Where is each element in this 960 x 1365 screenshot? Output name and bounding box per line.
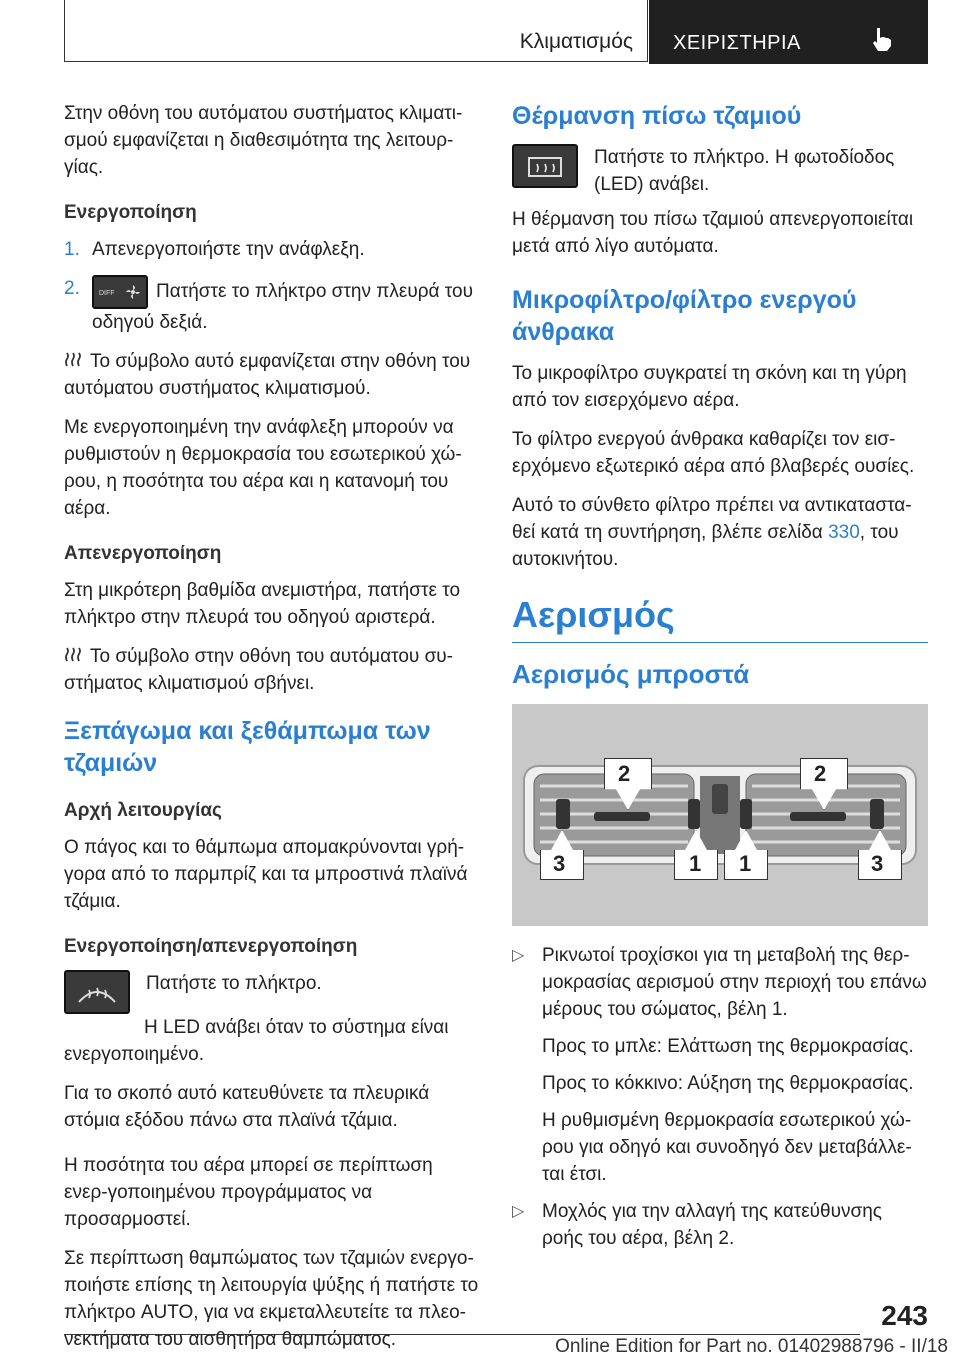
adjust-text: Με ενεργοποιημένη την ανάφλεξη μπορούν να ρυθμιστούν η θερμοκρασία του εσωτερικού χώ-ρου, η ποσότητα του αέρα και η κατανομή του αέρα. bbox=[64, 417, 462, 519]
step-number: 1. bbox=[64, 239, 80, 260]
callout-label: 2 bbox=[814, 761, 827, 786]
section-title: Κλιματισμός bbox=[519, 30, 633, 53]
windshield-button-text bbox=[146, 970, 322, 1009]
filter-text-1: Το μικροφίλτρο συγκρατεί τη σκόνη και τη γύρη από τον εισερχόμενο αέρα. bbox=[512, 363, 907, 411]
page-link[interactable]: 330 bbox=[828, 522, 860, 543]
filter-text-2: Το φίλτρο ενεργού άνθρακα καθαρίζει τον εισ-ερχόμενο εξωτερικό αέρα από βλαβερές ουσίες. bbox=[512, 429, 915, 477]
callout-label: 2 bbox=[618, 761, 631, 786]
front-ventilation-heading: Αερισμός μπροστά bbox=[512, 659, 750, 689]
bullet-text: Μοχλός για την αλλαγή της κατεύθυνσης ροής του αέρα, βέλη 2. bbox=[542, 1201, 882, 1249]
heat-waves-icon bbox=[64, 646, 82, 664]
vent-drawing bbox=[512, 704, 928, 926]
symbol-off-text: Το σύμβολο στην οθόνη του αυτόματου συ-στήματος κλιματισμού σβήνει. bbox=[64, 646, 454, 694]
step-text: Απενεργοποιήστε την ανάφλεξη. bbox=[92, 239, 365, 260]
note-text: Η ρυθμισμένη θερμοκρασία εσωτερικού χώ-ρου για οδηγό και συνοδηγό δεν μεταβάλλε-ται έτσι. bbox=[542, 1110, 912, 1185]
step-2-text: Πατήστε το πλήκτρο στην πλευρά του οδηγού δεξιά. bbox=[92, 281, 473, 333]
heat-waves-icon bbox=[64, 351, 82, 369]
deactivation-heading: Απενεργοποίηση bbox=[64, 543, 222, 564]
symbol-on-text: Το σύμβολο αυτό εμφανίζεται στην οθόνη του αυτόματου συστήματος κλιματισμού. bbox=[64, 351, 471, 399]
vent-illustration bbox=[512, 704, 928, 926]
fan-icon bbox=[125, 284, 141, 300]
filter-text-3: Αυτό το σύνθετο φίλτρο πρέπει να αντικαταστα-θεί κατά τη συντήρηση, βλέπε σελίδα 330, του αυτοκινήτου. bbox=[512, 495, 912, 570]
activation-heading: Ενεργοποίηση bbox=[64, 202, 197, 223]
led-text: Η LED ανάβει όταν το σύστημα είναι ενεργοποιημένο. bbox=[64, 1017, 449, 1065]
principle-heading: Αρχή λειτουργίας bbox=[64, 800, 222, 821]
bullet-wheels bbox=[512, 942, 928, 1023]
bullet-text: Ρικνωτοί τροχίσκοι για τη μεταβολή της θερ-μοκρασίας αερισμού στην περιοχή του επάνω μέρους του σώματος, βέλη 1. bbox=[542, 945, 927, 1020]
triangle-bullet-icon: ▷ bbox=[512, 947, 525, 964]
deactivation-text: Στη μικρότερη βαθμίδα ανεμιστήρα, πατήστε το πλήκτρο στην πλευρά του οδηγού αριστερά. bbox=[64, 580, 461, 628]
windshield-defrost-icon bbox=[64, 970, 130, 1014]
filter-heading: Μικροφίλτρο/φίλτρο ενεργού άνθρακα bbox=[512, 286, 857, 346]
triangle-bullet-icon: ▷ bbox=[512, 1203, 525, 1220]
callout-label: 3 bbox=[553, 851, 566, 876]
windshield-button-row bbox=[64, 970, 480, 1014]
hand-icon bbox=[869, 26, 895, 52]
rear-defrost-heading: Θέρμανση πίσω τζαμιού bbox=[512, 102, 802, 130]
callout-label: 1 bbox=[689, 851, 702, 876]
principle-text: Ο πάγος και το θάμπωμα απομακρύνονται γρή-γορα από το παρμπρίζ και τα μπροστινά πλαϊνά τζάμια. bbox=[64, 837, 468, 912]
left-column bbox=[64, 100, 480, 1365]
rear-auto-text: Η θέρμανση του πίσω τζαμιού απενεργοποιείται μετά από λίγο αυτόματα. bbox=[512, 209, 914, 257]
right-column bbox=[512, 100, 928, 1262]
page-number: 243 bbox=[881, 1300, 928, 1331]
step-1 bbox=[64, 236, 480, 263]
footer-divider bbox=[64, 1334, 860, 1335]
header-section-box bbox=[64, 0, 648, 62]
rear-press-text: Πατήστε το πλήκτρο. Η φωτοδίοδος (LED) ανάβει. bbox=[594, 147, 895, 195]
red-text: Προς το κόκκινο: Αύξηση της θερμοκρασίας. bbox=[542, 1073, 914, 1094]
rear-window-defrost-icon bbox=[512, 144, 578, 188]
air-amount-text: Η ποσότητα του αέρα μπορεί σε περίπτωση ενερ-γοποιημένου προγράμματος να προσαρμοστεί. bbox=[64, 1155, 433, 1230]
press-text: Πατήστε το πλήκτρο. bbox=[146, 973, 322, 994]
rear-button-row bbox=[512, 144, 928, 198]
header-chapter-box bbox=[649, 0, 928, 64]
callout-label: 3 bbox=[871, 851, 884, 876]
diff-fan-button-icon bbox=[92, 275, 148, 309]
diff-label: DIFF bbox=[99, 290, 115, 297]
defrost-heading: Ξεπάγωμα και ξεθάμπωμα των τζαμιών bbox=[64, 717, 431, 777]
page-header bbox=[64, 0, 928, 64]
step-number: 2. bbox=[64, 278, 80, 299]
edition-text: Online Edition for Part no. 01402988796 - II/18 bbox=[555, 1336, 948, 1357]
auto-text: Σε περίπτωση θαμπώματος των τζαμιών ενεργο-ποιήστε επίσης τη λειτουργία ψύξης ή πατήστε το πλήκτρο AUTO, για να εκμεταλλευτείτε τα πλεο-νεκτήματα του αισθητήρα θαμπώματος. bbox=[64, 1248, 479, 1350]
ventilation-heading: Αερισμός bbox=[512, 601, 928, 643]
vents-text: Για το σκοπό αυτό κατευθύνετε τα πλευρικά στόμια εξόδου πάνω στα πλαϊνά τζάμια. bbox=[64, 1083, 430, 1131]
blue-text: Προς το μπλε: Ελάττωση της θερμοκρασίας. bbox=[542, 1036, 914, 1057]
step-2 bbox=[64, 275, 480, 336]
onoff-heading: Ενεργοποίηση/απενεργοποίηση bbox=[64, 936, 358, 957]
chapter-title: ΧΕΙΡΙΣΤΗΡΙΑ bbox=[673, 32, 801, 54]
intro-text: Στην οθόνη του αυτόματου συστήματος κλιματι-σμού εμφανίζεται η διαθεσιμότητα της λειτουρ-γίας. bbox=[64, 103, 463, 178]
bullet-lever bbox=[512, 1198, 928, 1252]
step-text bbox=[92, 275, 480, 336]
callout-label: 1 bbox=[739, 851, 752, 876]
